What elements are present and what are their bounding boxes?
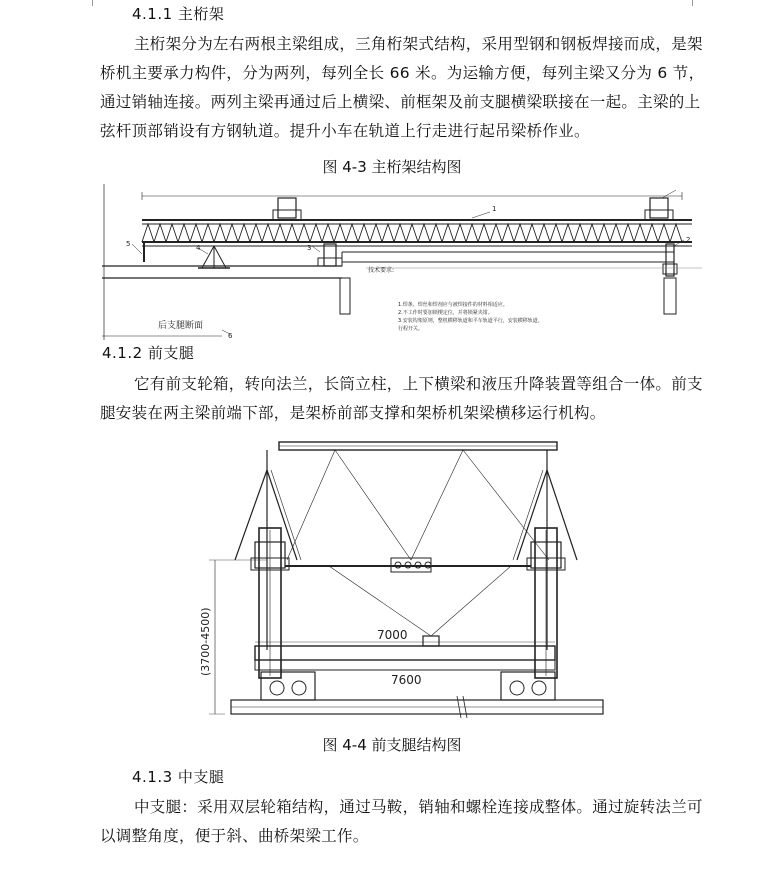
dimension-height-range: (3700-4500) xyxy=(199,607,212,676)
callout-label: 4 xyxy=(196,244,201,252)
section-heading-4-1-3: 4.1.3 中支腿 xyxy=(132,768,225,786)
rear-leg-section-label: 后支腿断面 xyxy=(158,321,204,331)
figure-caption-4-4: 图 4-4 前支腿结构图 xyxy=(322,736,462,754)
paragraph-line: 通过销轴连接。两列主梁再通过后上横梁、前框架及前支腿横梁联接在一起。主梁的上 xyxy=(100,93,701,111)
section-paragraph-4-1-2 xyxy=(100,370,710,428)
section-paragraph-4-1-1 xyxy=(100,30,710,146)
callout-label: 3 xyxy=(307,244,312,252)
tech-note: 3.安装钩架原则，整机横移轨道和平车轨道平行，安装横移轨道。 xyxy=(398,318,543,324)
section-heading-4-1-2: 4.1.2 前支腿 xyxy=(102,344,195,362)
paragraph-line: 弦杆顶部销设有方钢轨道。提升小车在轨道上行走进行起吊梁桥作业。 xyxy=(100,122,590,140)
paragraph-line: 它有前支轮箱，转向法兰，长筒立柱，上下横梁和液压升降装置等组合一体。前支 xyxy=(134,375,703,393)
page-corner-mark xyxy=(692,0,693,6)
paragraph-line: 中支腿：采用双层轮箱结构，通过马鞍，销轴和螺栓连接成整体。通过旋转法兰可 xyxy=(134,798,703,816)
callout-label: 2 xyxy=(686,236,691,244)
section-paragraph-4-1-3 xyxy=(100,793,710,851)
tech-notes-title: 技术要求: xyxy=(368,267,395,274)
front-leg-figure xyxy=(195,440,615,726)
dimension-inner-width: 7000 xyxy=(377,628,408,642)
main-truss-figure xyxy=(102,184,702,340)
paragraph-line: 主桁架分为左右两根主梁组成，三角桁架式结构，采用型钢和钢板焊接而成，是架 xyxy=(134,35,703,53)
paragraph-line: 腿安装在两主梁前端下部，是架桥前部支撑和架桥机架梁横移运行机构。 xyxy=(100,404,606,422)
section-heading-4-1-1: 4.1.1 主桁架 xyxy=(132,5,225,23)
figure-caption-4-3: 图 4-3 主桁架结构图 xyxy=(322,158,462,176)
callout-label: 1 xyxy=(492,205,497,213)
tech-note: 2.不工作时要加锁楔定位，并将锁紧夹钳。 xyxy=(398,310,493,316)
page-corner-mark xyxy=(92,0,93,6)
paragraph-line: 桥机主要承力构件，分为两列，每列全长 66 米。为运输方便，每列主梁又分为 6 节， xyxy=(100,64,705,82)
callout-label: 5 xyxy=(126,240,131,248)
callout-label: 6 xyxy=(228,332,233,340)
paragraph-line: 以调整角度，便于斜、曲桥架梁工作。 xyxy=(100,827,369,845)
tech-note: 行程开关。 xyxy=(398,326,424,332)
tech-note: 1.焊条、焊丝和焊剂应与被焊接件的材料相适应。 xyxy=(398,302,508,308)
dimension-outer-width: 7600 xyxy=(391,673,422,687)
